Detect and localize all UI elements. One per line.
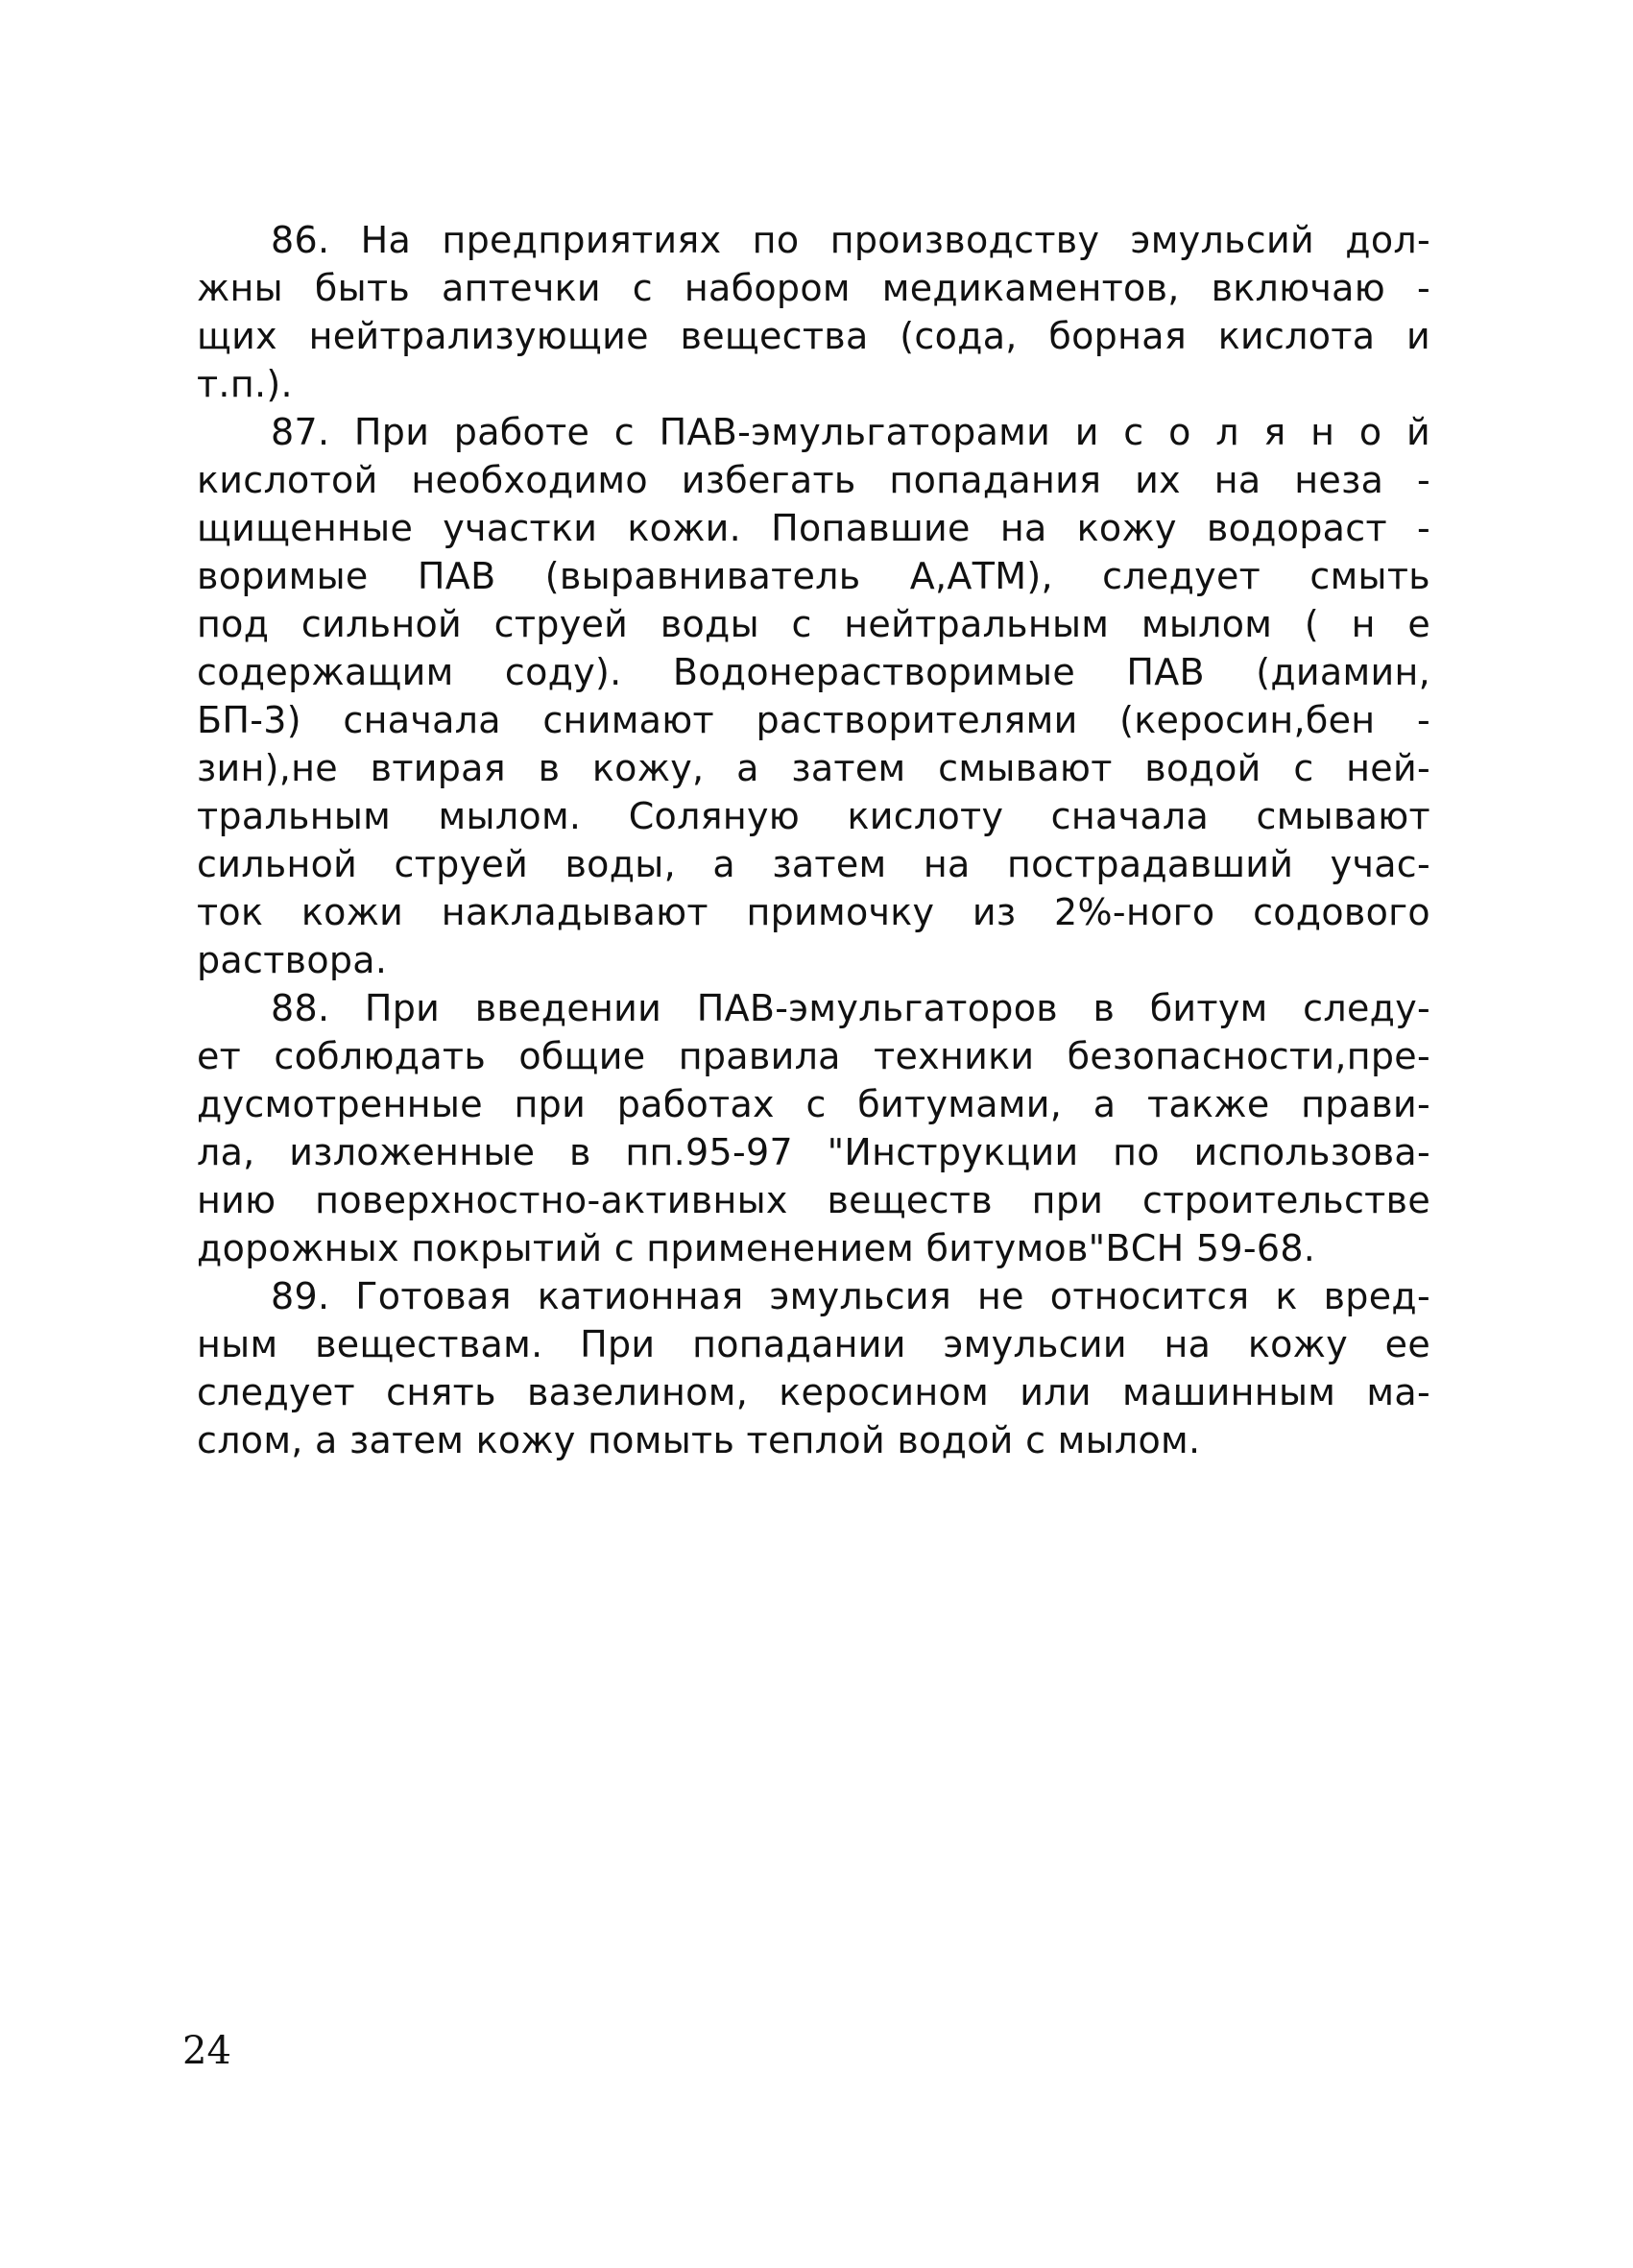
paragraph-line: 88. При введении ПАВ-эмульгаторов в битум следу- [271, 987, 1430, 1029]
paragraph-line: ным веществам. При попадании эмульсии на кожу ее [197, 1323, 1430, 1365]
paragraph-line: сильной струей воды, а затем на пострадавший учас- [197, 843, 1430, 885]
paragraph-line: щих нейтрализующие вещества (сода, борная кислота и [197, 315, 1430, 357]
paragraph-line: ет соблюдать общие правила техники безопасности,пре- [197, 1035, 1430, 1077]
paragraph-line: кислотой необходимо избегать попадания их на неза - [197, 459, 1430, 501]
paragraph-line: воримые ПАВ (выравниватель А,АТМ), следует смыть [197, 555, 1430, 597]
paragraph-line: щищенные участки кожи. Попавшие на кожу водораст - [197, 507, 1430, 549]
paragraph-line: жны быть аптечки с набором медикаментов, включаю - [197, 267, 1430, 309]
paragraph-line: под сильной струей воды с нейтральным мылом ( н е [197, 603, 1430, 645]
page-number: 24 [182, 2029, 231, 2073]
paragraph-line: 86. На предприятиях по производству эмульсий дол- [271, 219, 1430, 261]
paragraph-line: 87. При работе с ПАВ-эмульгаторами и с о л я н о й [271, 411, 1430, 453]
paragraph-line: раствора. [197, 939, 388, 981]
paragraph-line: зин),не втирая в кожу, а затем смывают водой с ней- [197, 747, 1430, 789]
paragraph-line: тральным мылом. Соляную кислоту сначала смывают [197, 795, 1430, 837]
paragraph-line: 89. Готовая катионная эмульсия не относится к вред- [271, 1275, 1430, 1317]
paragraph-line: т.п.). [197, 363, 293, 405]
paragraph-line: дусмотренные при работах с битумами, а также прави- [197, 1083, 1430, 1125]
paragraph-line: нию поверхностно-активных веществ при строительстве [197, 1179, 1430, 1221]
paragraph-line: ток кожи накладывают примочку из 2%-ного содового [197, 891, 1430, 933]
paragraph-line: содержащим соду). Водонерастворимые ПАВ (диамин, [197, 651, 1430, 693]
paragraph-line: ла, изложенные в пп.95-97 "Инструкции по использова- [197, 1131, 1430, 1173]
paragraph-line: БП-3) сначала снимают растворителями (керосин,бен - [197, 699, 1430, 741]
paragraph-line: дорожных покрытий с применением битумов"ВСН 59-68. [197, 1227, 1316, 1269]
paragraph-line: следует снять вазелином, керосином или машинным ма- [197, 1371, 1430, 1413]
paragraph-line: слом, а затем кожу помыть теплой водой с мылом. [197, 1419, 1201, 1461]
